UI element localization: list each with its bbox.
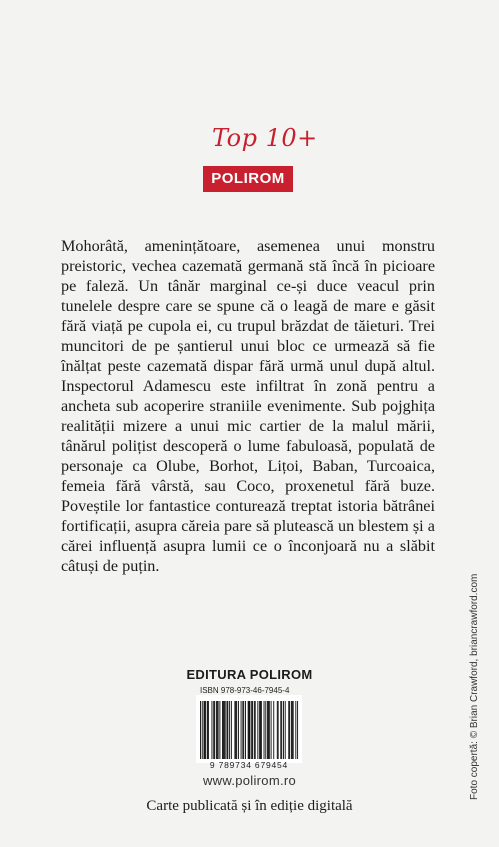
digital-edition-note: Carte publicată și în ediție digitală bbox=[146, 798, 353, 814]
barcode-bar bbox=[225, 701, 226, 759]
isbn-number: ISBN 978-973-46-7945-4 bbox=[200, 686, 290, 695]
barcode-bar bbox=[249, 701, 250, 759]
barcode-digits: 9 789734 679454 bbox=[209, 760, 289, 770]
book-blurb bbox=[61, 236, 435, 576]
barcode-bar bbox=[261, 701, 262, 759]
barcode-bar bbox=[281, 701, 282, 759]
barcode-bar bbox=[238, 701, 239, 759]
barcode-bar bbox=[254, 701, 255, 759]
barcode-bar bbox=[208, 701, 209, 759]
barcode-bar bbox=[260, 701, 261, 759]
barcode-bar bbox=[291, 701, 292, 759]
barcode-bar bbox=[255, 701, 256, 759]
barcode-bar bbox=[289, 701, 290, 759]
barcode-bar bbox=[277, 701, 278, 759]
barcode-bar bbox=[207, 701, 208, 759]
barcode-bar bbox=[251, 701, 252, 759]
barcode-bar bbox=[223, 701, 224, 759]
barcode-bar bbox=[267, 701, 268, 759]
barcode-bar bbox=[257, 701, 258, 759]
barcode-bar bbox=[293, 701, 294, 759]
barcode-bar bbox=[295, 701, 296, 759]
barcode-bar bbox=[249, 701, 250, 759]
barcode-bar bbox=[200, 701, 201, 759]
barcode-bar bbox=[285, 701, 286, 759]
barcode-bar bbox=[236, 701, 237, 759]
barcode-bar bbox=[211, 701, 212, 759]
barcode-bar bbox=[235, 701, 236, 759]
barcode-bar bbox=[226, 701, 227, 759]
barcode-bar bbox=[259, 701, 260, 759]
blurb-paragraph: Mohorâtă, amenințătoare, asemenea unui monstru preistoric, vechea cazemată germană stă încă în picioare pe faleză. Un tânăr marginal ce-și duce veacul prin tunelele despre care se spune că o leagă de mare e găsit fără viață pe cupola ei, cu trupul brăzdat de tăieturi. Trei muncitori de pe șantierul unui bloc ce urmează să fie înălțat peste cazemată dispar fără urmă unul după altul. Inspectorul Adamescu este infiltrat în zonă pentru a ancheta sub acoperire straniile evenimente. Sub pojghița realității mizere a unui mic cartier de la malul mării, tânărul polițist descoperă o lume fabuloasă, populată de personaje ca Olube, Borhot, Lițoi, Baban, Turcoaica, femeia fără vârstă, sau Coco, proxenetul fără buze. Poveștile lor fantastice conturează treptat istoria bătrânei fortificații, asupra căreia pare să plutească un blestem și a cărei influență asupra lumii ce o înconjoară nu a slăbit câtuși de puțin. bbox=[61, 237, 435, 575]
series-logo: Top 10+ bbox=[212, 124, 318, 152]
barcode-bar bbox=[271, 701, 272, 759]
barcode-bar bbox=[213, 701, 214, 759]
barcode-bar bbox=[297, 701, 298, 759]
publisher-website: www.polirom.ro bbox=[202, 773, 297, 788]
barcode-bar bbox=[245, 701, 246, 759]
barcode-bar bbox=[288, 701, 289, 759]
publisher-imprint: EDITURA POLIROM bbox=[186, 667, 313, 682]
barcode bbox=[196, 695, 302, 763]
barcode-bar bbox=[229, 701, 230, 759]
barcode-bar bbox=[242, 701, 243, 759]
barcode-bar bbox=[204, 701, 205, 759]
barcode-bar bbox=[241, 701, 242, 759]
barcode-bar bbox=[268, 701, 269, 759]
barcode-bar bbox=[204, 701, 205, 759]
barcode-bar bbox=[264, 701, 265, 759]
barcode-bar bbox=[265, 701, 266, 759]
publisher-badge: POLIROM bbox=[203, 166, 293, 192]
barcode-bar bbox=[205, 701, 206, 759]
barcode-bar bbox=[278, 701, 279, 759]
barcode-bar bbox=[218, 701, 219, 759]
barcode-bar bbox=[234, 701, 235, 759]
barcode-bar bbox=[243, 701, 244, 759]
barcode-bar bbox=[273, 701, 274, 759]
barcode-bar bbox=[231, 701, 232, 759]
barcode-bar bbox=[214, 701, 215, 759]
photo-credit: Foto copertă: © Brian Crawford, briancrawford.com bbox=[469, 573, 480, 800]
barcode-bar bbox=[219, 701, 220, 759]
barcode-bar bbox=[216, 701, 217, 759]
barcode-bar bbox=[222, 701, 223, 759]
barcode-bars bbox=[196, 695, 302, 763]
barcode-bar bbox=[202, 701, 203, 759]
barcode-bar bbox=[224, 701, 225, 759]
barcode-bar bbox=[217, 701, 218, 759]
barcode-bar bbox=[280, 701, 281, 759]
barcode-bar bbox=[248, 701, 249, 759]
barcode-bar bbox=[227, 701, 228, 759]
barcode-bar bbox=[292, 701, 293, 759]
barcode-bar bbox=[283, 701, 284, 759]
barcode-bar bbox=[269, 701, 270, 759]
barcode-bar bbox=[252, 701, 253, 759]
